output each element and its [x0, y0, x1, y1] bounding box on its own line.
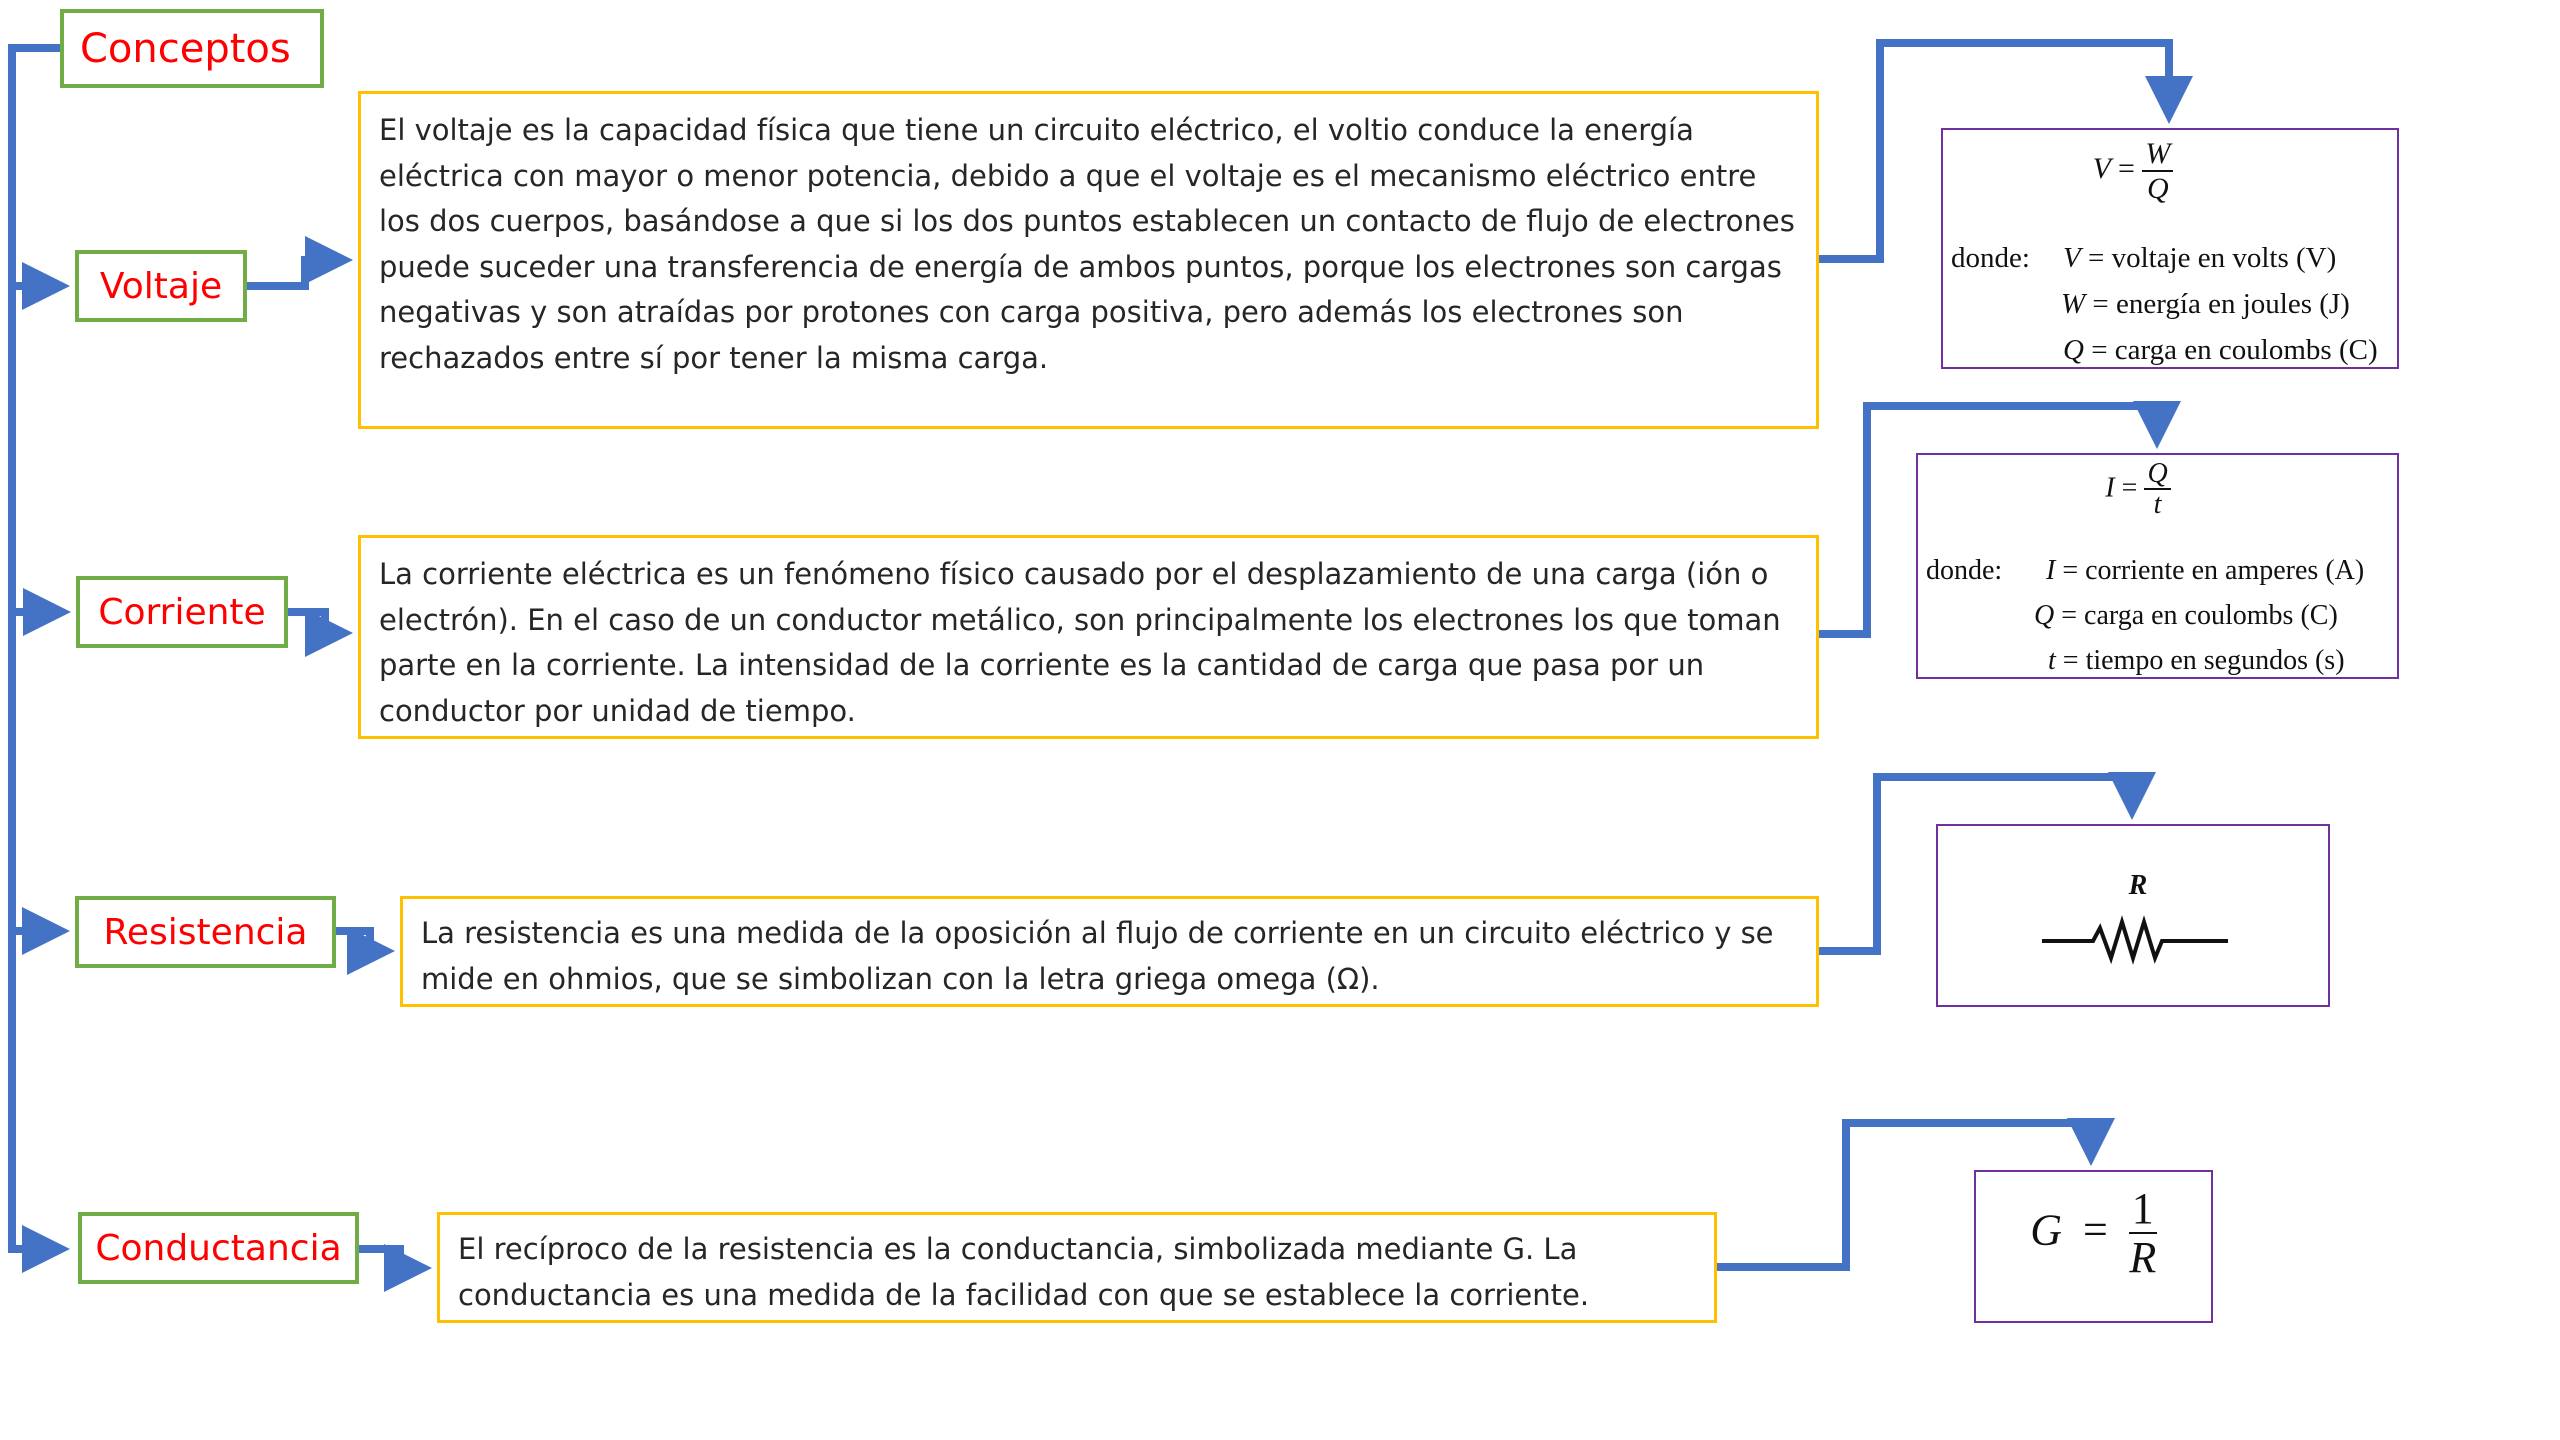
description-resistencia [400, 896, 1819, 1007]
description-text: El voltaje es la capacidad física que tiene un circuito eléctrico, el voltio conduce la energía eléctrica con mayor o menor potencia, debido a que el voltaje es el mecanismo eléctrico entre los dos cuerpos, basándose a que si los dos puntos establecen un contacto de flujo de electrones puede suceder una transferencia de energía de ambos puntos, porque los electrones son cargas negativas y son atraídas por protones con carga positiva, pero además los electrones son rechazados entre sí por tener la misma carga. [379, 113, 1795, 375]
formula-corriente [1916, 453, 2399, 679]
formula-equation: V = $\frac{W}{Q}$ [2023, 138, 2243, 205]
formula-voltaje [1941, 128, 2399, 369]
description-conductancia [437, 1212, 1717, 1323]
concept-label: Resistencia [103, 911, 308, 953]
fraction: $\frac{W}{Q}$ [2142, 138, 2173, 205]
link-voltaje-desc [247, 260, 345, 286]
root-concept-title: Conceptos [80, 25, 291, 72]
fraction: $\frac{Q}{t}$ [2144, 459, 2170, 521]
fraction: $\frac{1}{R}$ [2129, 1184, 2157, 1283]
concept-corriente [76, 576, 288, 648]
definition-row: Q = carga en coulombs (C) [2063, 334, 2378, 366]
concept-label: Voltaje [99, 265, 223, 307]
link-resistencia-desc [336, 931, 387, 951]
formula-equation: G = $\frac{1}{R}$ [2030, 1184, 2157, 1283]
description-text: El recíproco de la resistencia es la conductancia, simbolizada mediante G. La conductancia es una medida de la facilidad con que se establece la corriente. [458, 1232, 1590, 1312]
resistor-icon [2038, 908, 2238, 978]
definition-row: V = voltaje en volts (V) [2063, 242, 2337, 274]
where-label: donde: [1926, 555, 2003, 586]
formula-conductancia [1974, 1170, 2213, 1323]
concept-conductancia [78, 1212, 359, 1284]
link-conductancia-desc [359, 1249, 424, 1268]
link-corriente-desc [288, 612, 345, 633]
description-text: La corriente eléctrica es un fenómeno físico causado por el desplazamiento de una carga (ión o electrón). En el caso de un conductor metálico, son principalmente los electrones los que toman parte en la corriente. La intensidad de la corriente es la cantidad de carga que pasa por un conductor por unidad de tiempo. [379, 557, 1781, 728]
concept-voltaje [75, 250, 247, 322]
formula-equation: I = $\frac{Q}{t}$ [2068, 459, 2208, 521]
definition-row: Q = carga en coulombs (C) [2034, 600, 2338, 631]
where-label: donde: [1951, 242, 2030, 274]
resistor-label: R [2128, 870, 2148, 901]
concept-label: Conductancia [95, 1227, 342, 1269]
definition-row: t = tiempo en segundos (s) [2048, 645, 2345, 676]
trunk-line [12, 48, 62, 1249]
description-text: La resistencia es una medida de la oposición al flujo de corriente en un circuito eléctrico y se mide en ohmios, que se simbolizan con la letra griega omega (Ω). [421, 916, 1774, 996]
concept-resistencia [75, 896, 336, 968]
definition-row: W = energía en joules (J) [2061, 288, 2350, 320]
concept-label: Corriente [98, 591, 266, 633]
description-voltaje [358, 91, 1819, 429]
definition-row: I = corriente en amperes (A) [2046, 555, 2365, 586]
description-corriente [358, 535, 1819, 739]
root-concept-box [60, 9, 324, 88]
symbol-resistencia [1936, 824, 2330, 1007]
